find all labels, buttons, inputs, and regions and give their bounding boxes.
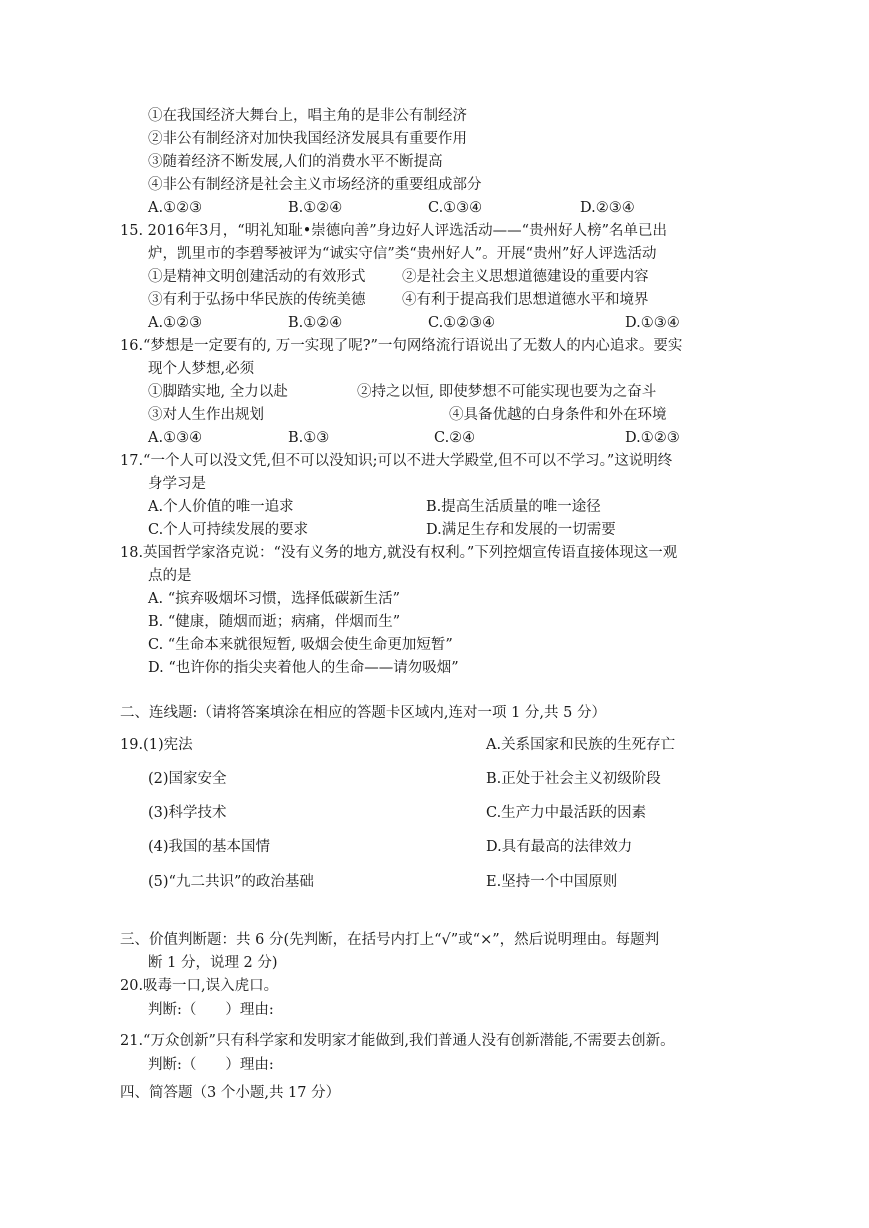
q17-stem-line-1: 17.“一个人可以没文凭,但不可以没知识;可以不进大学殿堂,但不可以不学习。”这说明终	[120, 453, 673, 469]
q17-option-a: A.个人价值的唯一追求	[148, 499, 294, 515]
match-left-5: (5)“九二共识”的政治基础	[148, 874, 314, 890]
q14-option-c: C.①③④	[428, 200, 483, 216]
q15-option-b: B.①②④	[288, 315, 343, 331]
q15-item-4: ④有利于提高我们思想道德水平和境界	[402, 292, 649, 308]
match-right-b: B.正处于社会主义初级阶段	[486, 771, 661, 787]
q18-option-a: A. “摈弃吸烟坏习惯，选择低碳新生活”	[148, 591, 401, 607]
q16-stem-line-2: 现个人梦想,必须	[148, 361, 255, 377]
q18-stem-line-2: 点的是	[148, 568, 192, 584]
q15-option-d: D.①③④	[625, 315, 680, 331]
q16-item-2: ②持之以恒, 即使梦想不可能实现也要为之奋斗	[357, 384, 657, 400]
match-right-d: D.具有最高的法律效力	[486, 839, 633, 855]
match-left-1: 19.(1)宪法	[120, 737, 193, 753]
q18-option-d: D. “也许你的指尖夹着他人的生命——请勿吸烟”	[148, 660, 459, 676]
q18-option-b: B. “健康，随烟而逝；病痛，伴烟而生”	[148, 614, 401, 630]
q15-item-2: ②是社会主义思想道德建设的重要内容	[402, 269, 649, 285]
q14-option-b: B.①②④	[288, 200, 343, 216]
match-right-c: C.生产力中最活跃的因素	[486, 805, 647, 821]
q20-stem: 20.吸毒一口,误入虎口。	[120, 978, 279, 994]
q21-stem: 21.“万众创新”只有科学家和发明家才能做到,我们普通人没有创新潜能,不需要去创新。	[120, 1033, 675, 1049]
q15-item-1: ①是精神文明创建活动的有效形式	[148, 269, 366, 285]
match-left-4: (4)我国的基本国情	[148, 839, 271, 855]
q15-stem-line-1: 15. 2016年3月，“明礼知耻•崇德向善”身边好人评选活动——“贵州好人榜”名单已出	[120, 223, 667, 239]
q15-option-c: C.①②③④	[428, 315, 496, 331]
q16-option-b: B.①③	[288, 430, 330, 446]
q16-item-3: ③对人生作出规划	[148, 407, 264, 423]
match-left-2: (2)国家安全	[148, 771, 227, 787]
q14-item-2: ②非公有制经济对加快我国经济发展具有重要作用	[148, 131, 467, 147]
q20-judgement: 判断:（ ）理由:	[148, 1002, 274, 1018]
q16-option-c: C.②④	[434, 430, 476, 446]
q15-item-3: ③有利于弘扬中华民族的传统美德	[148, 292, 366, 308]
q14-item-4: ④非公有制经济是社会主义市场经济的重要组成部分	[148, 177, 482, 193]
q14-option-a: A.①②③	[148, 200, 203, 216]
q16-item-4: ④具备优越的白身条件和外在环境	[449, 407, 667, 423]
section-3-title-line-1: 三、价值判断题：共 6 分(先判断，在括号内打上“√”或“×”，然后说明理由。每题判	[120, 932, 660, 948]
q17-option-d: D.满足生存和发展的一切需要	[426, 522, 616, 538]
q14-option-d: D.②③④	[580, 200, 635, 216]
q16-option-d: D.①②③	[625, 430, 680, 446]
q21-judgement: 判断:（ ）理由:	[148, 1057, 274, 1073]
match-left-3: (3)科学技术	[148, 805, 227, 821]
q18-stem-line-1: 18.英国哲学家洛克说：“没有义务的地方,就没有权利。”下列控烟宣传语直接体现这一观	[120, 545, 678, 561]
q14-item-1: ①在我国经济大舞台上，唱主角的是非公有制经济	[148, 108, 467, 124]
q16-item-1: ①脚踏实地, 全力以赴	[148, 384, 288, 400]
match-right-e: E.坚持一个中国原则	[486, 874, 618, 890]
section-2-title: 二、连线题:（请将答案填涂在相应的答题卡区域内,连对一项 1 分,共 5 分）	[120, 705, 606, 721]
q18-option-c: C. “生命本来就很短暂, 吸烟会使生命更加短暂”	[148, 637, 453, 653]
match-right-a: A.关系国家和民族的生死存亡	[486, 737, 676, 753]
q17-option-c: C.个人可持续发展的要求	[148, 522, 309, 538]
q16-stem-line-1: 16.“梦想是一定要有的, 万一实现了呢?”一句网络流行语说出了无数人的内心追求。要实	[120, 338, 683, 354]
q16-option-a: A.①③④	[148, 430, 203, 446]
q17-option-b: B.提高生活质量的唯一途径	[426, 499, 601, 515]
section-4-title: 四、简答题（3 个小题,共 17 分）	[120, 1085, 341, 1101]
q15-stem-line-2: 炉，凯里市的李碧琴被评为“诚实守信”类“贵州好人”。开展“贵州”好人评选活动	[148, 246, 657, 262]
q14-item-3: ③随着经济不断发展,人们的消费水平不断提高	[148, 154, 443, 170]
q17-stem-line-2: 身学习是	[148, 476, 206, 492]
section-3-title-line-2: 断 1 分，说理 2 分)	[148, 955, 278, 971]
q15-option-a: A.①②③	[148, 315, 203, 331]
